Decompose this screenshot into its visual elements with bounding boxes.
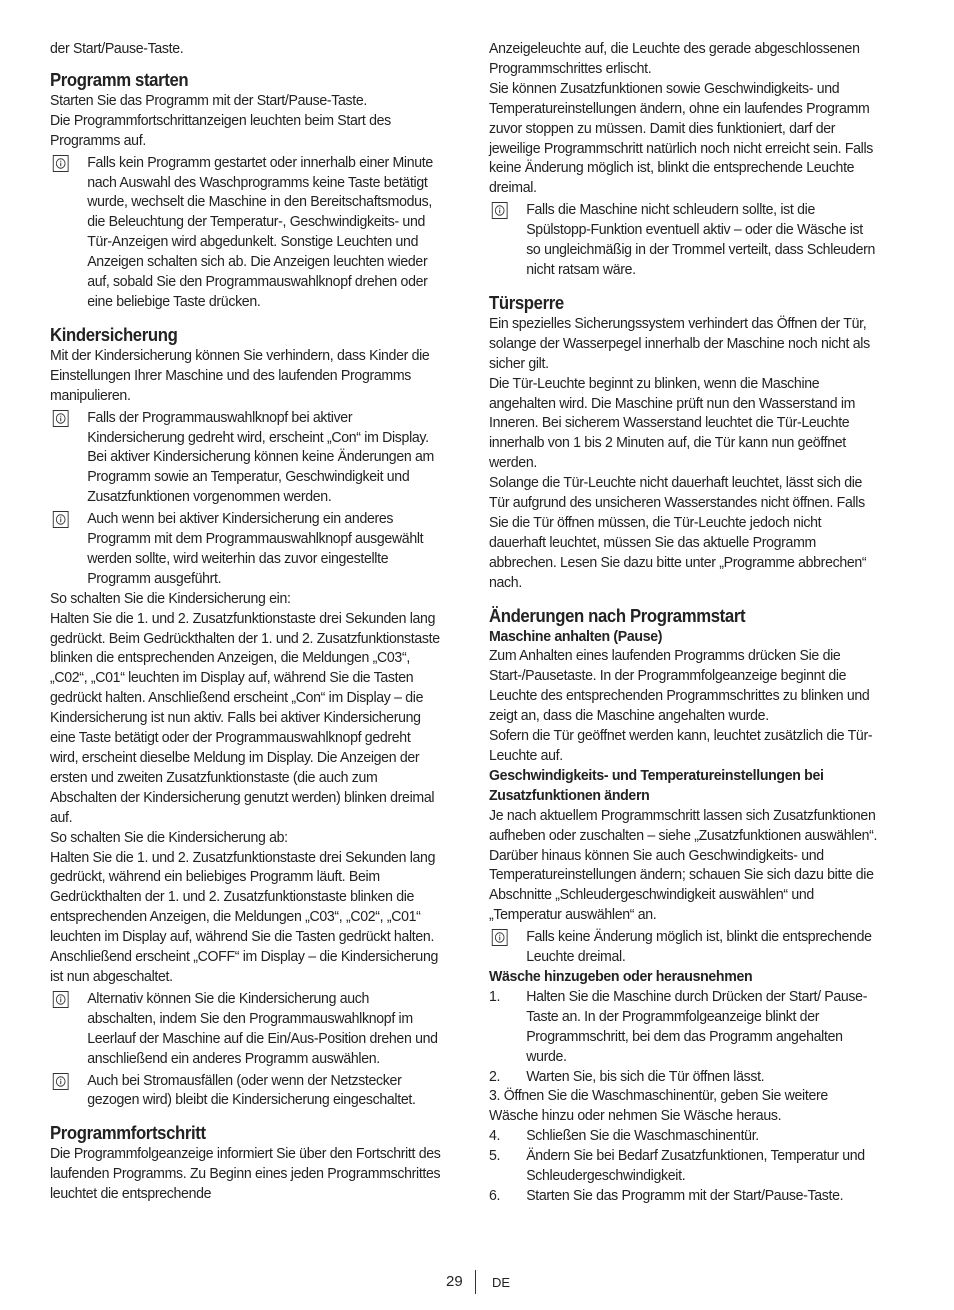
step-number: 4. [489,1127,501,1145]
kindersicherung-text: Mit der Kindersicherung können Sie verhindern, dass Kinder die Einstellungen Ihrer Maschine und des laufenden Programms manipulieren. [50,346,430,404]
info-note [50,408,441,508]
note-text: Auch wenn bei aktiver Kindersicherung ein anderes Programm mit dem Programmauswahlknopf ausgewählt werden sollte, wird weiterhin das zuvor eingestellte Programm ausgeführt. [87,510,424,587]
programmfortschritt-text: Die Programmfolgeanzeige informiert Sie über den Fortschritt des laufenden Programms. Zu Beginn eines jeden Programmschrittes leuchtet die entsprechende [50,1145,441,1203]
info-icon [53,1073,69,1090]
step-text: Schließen Sie die Waschmaschinentür. [526,1127,759,1145]
language-code: DE [492,1275,511,1290]
footer-divider [475,1270,476,1294]
step-number: 3. [489,1087,501,1105]
continuation-text: Anzeigeleuchte auf, die Leuchte des gerade abgeschlossenen Programmschrittes erlischt. Sie können Zusatzfunktionen sowie Geschwindigkeits- und Temperatureinstellungen ändern, ohne ein laufendes Programm zuvor stoppen zu müssen. Damit dies funktioniert, darf der jeweilige Programmschritt natürlich noch nicht erreicht sein. Falls keine Änderung möglich ist, blinkt die entsprechende Leuchte dreimal. [489,40,874,197]
pause-p1: Zum Anhalten eines laufenden Programms drücken Sie die Start-/Pausetaste. In der Programmfolgeanzeige beginnt die Leuchte des entsprechenden Programmschrittes zu blinken und zeigt an, dass die Maschine angehalten wurde. [489,647,870,725]
note-text: Falls keine Änderung möglich ist, blinkt die entsprechende Leuchte dreimal. [526,928,872,966]
info-icon [492,202,508,219]
pause-p2: Sofern die Tür geöffnet werden kann, leuchtet zusätzlich die Tür-Leuchte auf. [489,727,873,764]
left-column [50,39,441,1204]
note-text: Falls der Programmauswahlknopf bei aktiver Kindersicherung gedreht wird, erscheint „Con“ im Display. Bei aktiver Kindersicherung können keine Änderungen am Programm sowie an Temperatur, Geschwindigkeit und Zusatzfunktionen vorgenommen werden. [87,408,434,506]
info-note [489,200,880,280]
step-number: 6. [489,1186,501,1204]
tuersperre-p1: Ein spezielles Sicherungssystem verhindert das Öffnen der Tür, solange der Wasserpegel innerhalb der Maschine noch nicht als sicher gilt. [489,314,870,372]
step-text: Öffnen Sie die Waschmaschinentür, geben Sie weitere Wäsche hinzu oder nehmen Sie Wäsche heraus. [489,1087,828,1125]
info-note [50,1071,441,1111]
steps-list [489,987,880,1206]
note-text: Falls kein Programm gestartet oder innerhalb einer Minute nach Auswahl des Waschprogramms keine Taste betätigt wurde, wechselt die Maschine in den Bereitschaftsmodus, die Beleuchtung der Temperatur-, Geschwindigkeits- und Tür-Anzeigen wird abgedunkelt. Sonstige Leuchten und Anzeigen schalten sich ab. Die Anzeigen leuchten wieder auf, sobald Sie den Programmauswahlknopf drehen oder eine beliebige Taste drücken. [87,153,433,310]
page-footer [0,1270,954,1294]
step-text: Halten Sie die Maschine durch Drücken der Start/ Pause-Taste an. In der Programmfolgeanzeige blinkt der Programmschritt, bei dem das Programm angehalten wurde. [526,987,868,1065]
step-text: Starten Sie das Programm mit der Start/Pause-Taste. [526,1186,844,1204]
list-item [489,1086,880,1126]
tuersperre-p2: Die Tür-Leuchte beginnt zu blinken, wenn die Maschine angehalten wird. Die Maschine prüft nun den Wasserstand im Inneren. Bei sicherem Wasserstand leuchtet die Tür-Leuchte innerhalb von 1 bis 2 Minuten auf, die Tür kann nun geöffnet werden. [489,374,856,472]
heading-aenderungen: Änderungen nach Programmstart [489,605,746,626]
step-text: Ändern Sie bei Bedarf Zusatzfunktionen, Temperatur und Schleudergeschwindigkeit. [526,1147,865,1185]
note-text: Auch bei Stromausfällen (oder wenn der Netzstecker gezogen wird) bleibt die Kindersicherung eingeschaltet. [87,1071,416,1109]
info-icon [53,410,69,427]
page-number: 29 [446,1273,463,1290]
heading-tuersperre: Türsperre [489,292,564,313]
list-item [489,1067,880,1087]
lock-on-intro: So schalten Sie die Kindersicherung ein: [50,589,291,607]
list-item [489,1126,880,1146]
list-item [489,1146,880,1186]
info-icon [53,155,69,172]
list-item [489,1186,880,1206]
info-icon [53,991,69,1008]
subheading-laundry: Wäsche hinzugeben oder herausnehmen [489,967,753,985]
lock-off-intro: So schalten Sie die Kindersicherung ab: [50,828,288,846]
step-number: 2. [489,1067,501,1085]
speed-p1: Je nach aktuellem Programmschritt lassen sich Zusatzfunktionen aufheben oder zuschalten – siehe „Zusatzfunktionen auswählen“. [489,806,878,844]
info-note [50,153,441,312]
lock-off-text: Halten Sie die 1. und 2. Zusatzfunktionstaste drei Sekunden lang gedrückt, während ein beliebiges Programm läuft. Beim Gedrückthalten der 1. und 2. Zusatzfunktionstaste blinken die entsprechenden Anzeigen, die Meldungen „C03“, „C02“, „C01“ leuchten im Display auf, während Sie die Tasten gedrückt halten. Anschließend erscheint „COFF“ im Display – die Kindersicherung ist nun abgeschaltet. [50,848,439,985]
info-icon [53,511,69,528]
info-icon [492,929,508,946]
note-text: Falls die Maschine nicht schleudern sollte, ist die Spülstopp-Funktion eventuell aktiv – oder die Wäsche ist so ungleichmäßig in der Trommel verteilt, dass Schleudern nicht ratsam wäre. [526,201,876,278]
subheading-speed-temp: Geschwindigkeits- und Temperatureinstellungen bei Zusatzfunktionen ändern [489,766,824,804]
list-item [489,987,880,1067]
info-note [50,509,441,589]
info-note [50,989,441,1069]
programm-starten-text: Starten Sie das Programm mit der Start/Pause-Taste. Die Programmfortschrittanzeigen leuchten beim Start des Programms auf. [50,91,391,149]
heading-programmfortschritt: Programmfortschritt [50,1123,206,1144]
right-column [489,39,880,1206]
speed-p2: Darüber hinaus können Sie auch Geschwindigkeits- und Temperatureinstellungen ändern; schauen Sie sich dazu bitte die Abschnitte „Schleudergeschwindigkeit auswählen“ und „Temperatur auswählen“ an. [489,846,874,924]
step-text: Warten Sie, bis sich die Tür öffnen lässt. [526,1067,765,1085]
step-number: 5. [489,1147,501,1165]
tuersperre-p3: Solange die Tür-Leuchte nicht dauerhaft leuchtet, lässt sich die Tür aufgrund des unsicheren Wasserstandes nicht öffnen. Falls Sie die Tür öffnen müssen, die Tür-Leuchte jedoch nicht dauerhaft leuchtet, müssen Sie das aktuelle Programm abbrechen. Lesen Sie dazu bitte unter „Programme abbrechen“ nach. [489,474,867,591]
heading-kindersicherung: Kindersicherung [50,324,178,345]
heading-programm-starten: Programm starten [50,69,189,90]
lock-on-text: Halten Sie die 1. und 2. Zusatzfunktionstaste drei Sekunden lang gedrückt. Beim Gedrückthalten der 1. und 2. Zusatzfunktionstaste blinken die entsprechenden Anzeigen, die Meldungen „C03“, „C02“, „C01“ leuchten im Display auf, während Sie die Tasten gedrückt halten. Anschließend erscheint „Con“ im Display – die Kindersicherung ist nun aktiv. Falls bei aktiver Kindersicherung eine Taste betätigt oder der Programmauswahlknopf gedreht wird, erscheint dieselbe Meldung im Display. Die Anzeigen der ersten und zweiten Zusatzfunktionstaste (die auch zum Abschalten der Kindersicherung genutzt werden) blinken dreimal auf. [50,609,440,826]
subheading-pause: Maschine anhalten (Pause) [489,627,663,645]
note-text: Alternativ können Sie die Kindersicherung auch abschalten, indem Sie den Programmauswahlknopf im Leerlauf der Maschine auf die Ein/Aus-Position drehen und anschließend ein anderes Programm auswählen. [87,989,438,1067]
step-number: 1. [489,987,501,1005]
intro-text: der Start/Pause-Taste. [50,40,184,57]
info-note [489,927,880,967]
